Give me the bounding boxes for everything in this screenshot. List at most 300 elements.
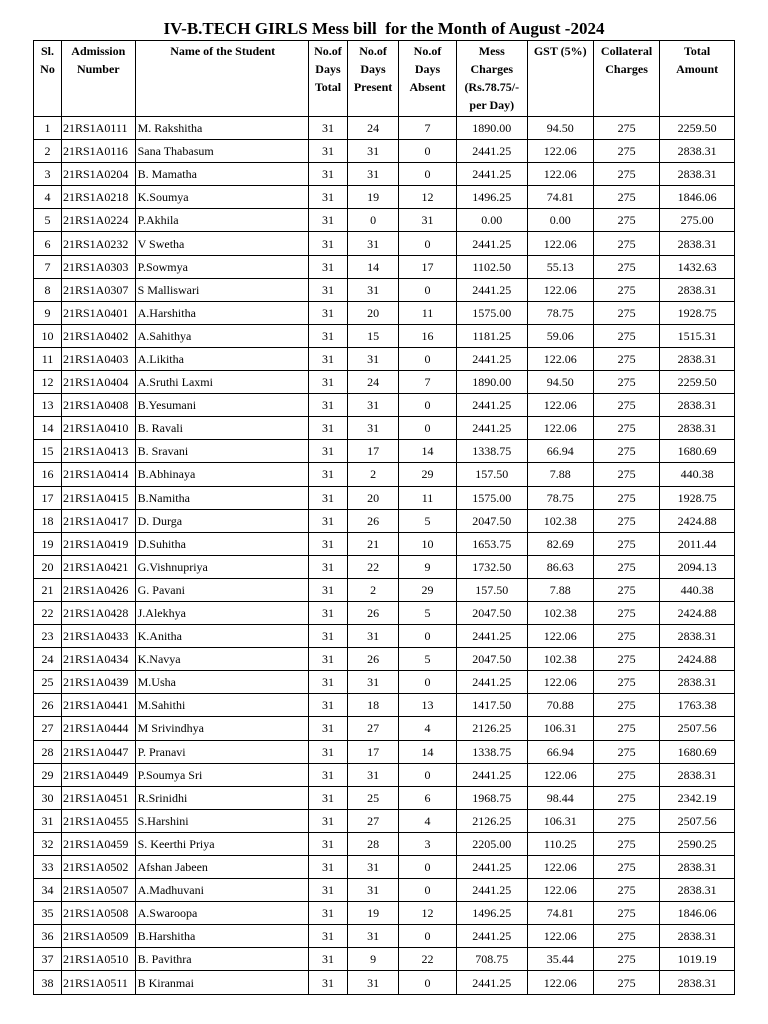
cell-mess-charges: 157.50	[457, 463, 528, 486]
cell-collateral-charges: 275	[593, 301, 659, 324]
table-row	[34, 648, 735, 671]
cell-days-total: 31	[308, 809, 347, 832]
table-row	[34, 232, 735, 255]
cell-collateral-charges: 275	[593, 971, 659, 994]
header-gst: GST (5%)	[527, 41, 593, 117]
cell-days-total: 31	[308, 347, 347, 370]
cell-admission-number: 21RS1A0455	[61, 809, 135, 832]
cell-student-name: K.Anitha	[135, 625, 308, 648]
cell-collateral-charges: 275	[593, 324, 659, 347]
cell-mess-charges: 1653.75	[457, 532, 528, 555]
cell-collateral-charges: 275	[593, 902, 659, 925]
cell-admission-number: 21RS1A0401	[61, 301, 135, 324]
cell-collateral-charges: 275	[593, 186, 659, 209]
cell-total-amount: 2507.56	[660, 717, 735, 740]
cell-total-amount: 2838.31	[660, 347, 735, 370]
cell-sl-no: 25	[34, 671, 62, 694]
header-sl-no: Sl. No	[34, 41, 62, 117]
table-body	[34, 117, 735, 995]
header-student-name: Name of the Student	[135, 41, 308, 117]
cell-days-total: 31	[308, 301, 347, 324]
cell-sl-no: 22	[34, 601, 62, 624]
table-header	[34, 41, 735, 117]
cell-student-name: D. Durga	[135, 509, 308, 532]
cell-mess-charges: 2441.25	[457, 232, 528, 255]
cell-sl-no: 17	[34, 486, 62, 509]
cell-total-amount: 2342.19	[660, 786, 735, 809]
cell-admission-number: 21RS1A0508	[61, 902, 135, 925]
cell-student-name: R.Srinidhi	[135, 786, 308, 809]
cell-sl-no: 13	[34, 394, 62, 417]
cell-student-name: B.Harshitha	[135, 925, 308, 948]
cell-admission-number: 21RS1A0502	[61, 856, 135, 879]
cell-collateral-charges: 275	[593, 232, 659, 255]
cell-gst: 122.06	[527, 394, 593, 417]
cell-days-present: 20	[348, 301, 399, 324]
cell-days-absent: 7	[398, 371, 456, 394]
cell-admission-number: 21RS1A0451	[61, 786, 135, 809]
cell-student-name: B. Sravani	[135, 440, 308, 463]
cell-days-total: 31	[308, 163, 347, 186]
cell-days-present: 26	[348, 509, 399, 532]
cell-collateral-charges: 275	[593, 140, 659, 163]
cell-total-amount: 2838.31	[660, 625, 735, 648]
cell-admission-number: 21RS1A0507	[61, 879, 135, 902]
cell-total-amount: 2838.31	[660, 925, 735, 948]
cell-total-amount: 2424.88	[660, 509, 735, 532]
cell-gst: 78.75	[527, 301, 593, 324]
cell-collateral-charges: 275	[593, 948, 659, 971]
cell-days-present: 31	[348, 879, 399, 902]
cell-sl-no: 18	[34, 509, 62, 532]
cell-admission-number: 21RS1A0218	[61, 186, 135, 209]
cell-gst: 122.06	[527, 278, 593, 301]
table-row	[34, 347, 735, 370]
cell-student-name: P.Akhila	[135, 209, 308, 232]
cell-student-name: S Malliswari	[135, 278, 308, 301]
cell-days-present: 17	[348, 440, 399, 463]
cell-days-present: 31	[348, 856, 399, 879]
cell-student-name: D.Suhitha	[135, 532, 308, 555]
cell-days-present: 27	[348, 809, 399, 832]
cell-mess-charges: 2047.50	[457, 509, 528, 532]
cell-gst: 122.06	[527, 140, 593, 163]
table-row	[34, 278, 735, 301]
cell-days-absent: 7	[398, 117, 456, 140]
cell-days-present: 31	[348, 417, 399, 440]
cell-sl-no: 7	[34, 255, 62, 278]
table-row	[34, 671, 735, 694]
cell-days-total: 31	[308, 740, 347, 763]
cell-sl-no: 36	[34, 925, 62, 948]
cell-days-absent: 0	[398, 879, 456, 902]
table-row	[34, 209, 735, 232]
cell-days-present: 31	[348, 971, 399, 994]
cell-total-amount: 1515.31	[660, 324, 735, 347]
cell-mess-charges: 2441.25	[457, 671, 528, 694]
cell-days-present: 24	[348, 371, 399, 394]
cell-days-absent: 0	[398, 763, 456, 786]
cell-total-amount: 440.38	[660, 463, 735, 486]
cell-gst: 7.88	[527, 463, 593, 486]
cell-sl-no: 1	[34, 117, 62, 140]
cell-student-name: A.Sruthi Laxmi	[135, 371, 308, 394]
page-title: IV-B.TECH GIRLS Mess bill for the Month of August -2024	[163, 19, 605, 38]
cell-student-name: K.Soumya	[135, 186, 308, 209]
cell-student-name: B. Mamatha	[135, 163, 308, 186]
cell-days-absent: 0	[398, 625, 456, 648]
cell-student-name: B.Yesumani	[135, 394, 308, 417]
header-row	[34, 41, 735, 117]
cell-collateral-charges: 275	[593, 740, 659, 763]
cell-days-present: 19	[348, 186, 399, 209]
cell-mess-charges: 2441.25	[457, 394, 528, 417]
cell-days-total: 31	[308, 371, 347, 394]
cell-total-amount: 1019.19	[660, 948, 735, 971]
cell-days-absent: 12	[398, 902, 456, 925]
cell-total-amount: 2424.88	[660, 601, 735, 624]
cell-days-total: 31	[308, 486, 347, 509]
cell-mess-charges: 2441.25	[457, 347, 528, 370]
cell-collateral-charges: 275	[593, 440, 659, 463]
cell-days-total: 31	[308, 140, 347, 163]
cell-sl-no: 9	[34, 301, 62, 324]
cell-gst: 102.38	[527, 509, 593, 532]
cell-mess-charges: 1417.50	[457, 694, 528, 717]
cell-total-amount: 2838.31	[660, 417, 735, 440]
cell-collateral-charges: 275	[593, 163, 659, 186]
cell-sl-no: 29	[34, 763, 62, 786]
cell-student-name: A.Harshitha	[135, 301, 308, 324]
cell-days-absent: 0	[398, 856, 456, 879]
cell-days-absent: 0	[398, 232, 456, 255]
cell-sl-no: 15	[34, 440, 62, 463]
cell-days-absent: 0	[398, 140, 456, 163]
cell-days-total: 31	[308, 902, 347, 925]
cell-days-total: 31	[308, 417, 347, 440]
cell-student-name: G. Pavani	[135, 578, 308, 601]
cell-admission-number: 21RS1A0402	[61, 324, 135, 347]
cell-total-amount: 275.00	[660, 209, 735, 232]
cell-gst: 122.06	[527, 163, 593, 186]
cell-admission-number: 21RS1A0224	[61, 209, 135, 232]
cell-mess-charges: 1496.25	[457, 902, 528, 925]
cell-mess-charges: 1890.00	[457, 117, 528, 140]
cell-days-absent: 0	[398, 163, 456, 186]
cell-sl-no: 5	[34, 209, 62, 232]
cell-sl-no: 34	[34, 879, 62, 902]
cell-days-present: 24	[348, 117, 399, 140]
cell-days-present: 31	[348, 925, 399, 948]
cell-total-amount: 2838.31	[660, 856, 735, 879]
cell-collateral-charges: 275	[593, 255, 659, 278]
cell-days-absent: 31	[398, 209, 456, 232]
cell-days-absent: 14	[398, 740, 456, 763]
cell-days-present: 31	[348, 625, 399, 648]
cell-mess-charges: 0.00	[457, 209, 528, 232]
cell-student-name: J.Alekhya	[135, 601, 308, 624]
cell-gst: 122.06	[527, 925, 593, 948]
cell-sl-no: 6	[34, 232, 62, 255]
cell-total-amount: 440.38	[660, 578, 735, 601]
cell-collateral-charges: 275	[593, 601, 659, 624]
cell-collateral-charges: 275	[593, 555, 659, 578]
cell-days-absent: 6	[398, 786, 456, 809]
cell-days-total: 31	[308, 232, 347, 255]
cell-days-present: 22	[348, 555, 399, 578]
cell-sl-no: 21	[34, 578, 62, 601]
cell-collateral-charges: 275	[593, 786, 659, 809]
cell-sl-no: 3	[34, 163, 62, 186]
cell-mess-charges: 2126.25	[457, 717, 528, 740]
table-row	[34, 140, 735, 163]
cell-gst: 102.38	[527, 648, 593, 671]
cell-days-present: 21	[348, 532, 399, 555]
cell-gst: 94.50	[527, 371, 593, 394]
cell-admission-number: 21RS1A0434	[61, 648, 135, 671]
cell-admission-number: 21RS1A0459	[61, 832, 135, 855]
cell-collateral-charges: 275	[593, 278, 659, 301]
cell-days-present: 31	[348, 763, 399, 786]
cell-total-amount: 2838.31	[660, 763, 735, 786]
cell-mess-charges: 1732.50	[457, 555, 528, 578]
cell-collateral-charges: 275	[593, 371, 659, 394]
table-row	[34, 717, 735, 740]
cell-days-total: 31	[308, 925, 347, 948]
table-row	[34, 856, 735, 879]
cell-total-amount: 1432.63	[660, 255, 735, 278]
cell-mess-charges: 2047.50	[457, 648, 528, 671]
table-row	[34, 879, 735, 902]
cell-total-amount: 2259.50	[660, 117, 735, 140]
cell-days-total: 31	[308, 971, 347, 994]
table-row	[34, 394, 735, 417]
cell-sl-no: 31	[34, 809, 62, 832]
cell-days-absent: 0	[398, 671, 456, 694]
cell-mess-charges: 2126.25	[457, 809, 528, 832]
cell-gst: 122.06	[527, 671, 593, 694]
cell-admission-number: 21RS1A0449	[61, 763, 135, 786]
cell-days-present: 31	[348, 394, 399, 417]
cell-collateral-charges: 275	[593, 486, 659, 509]
cell-student-name: S.Harshini	[135, 809, 308, 832]
cell-sl-no: 19	[34, 532, 62, 555]
table-row	[34, 117, 735, 140]
cell-student-name: Afshan Jabeen	[135, 856, 308, 879]
cell-days-present: 14	[348, 255, 399, 278]
cell-admission-number: 21RS1A0444	[61, 717, 135, 740]
cell-admission-number: 21RS1A0509	[61, 925, 135, 948]
cell-student-name: V Swetha	[135, 232, 308, 255]
cell-admission-number: 21RS1A0510	[61, 948, 135, 971]
cell-days-total: 31	[308, 278, 347, 301]
cell-sl-no: 11	[34, 347, 62, 370]
cell-mess-charges: 1102.50	[457, 255, 528, 278]
cell-collateral-charges: 275	[593, 717, 659, 740]
cell-student-name: M.Sahithi	[135, 694, 308, 717]
header-days-total: No.of Days Total	[308, 41, 347, 117]
cell-days-absent: 5	[398, 601, 456, 624]
cell-days-total: 31	[308, 209, 347, 232]
cell-student-name: A.Madhuvani	[135, 879, 308, 902]
cell-collateral-charges: 275	[593, 532, 659, 555]
cell-days-absent: 5	[398, 648, 456, 671]
header-days-present: No.of Days Present	[348, 41, 399, 117]
table-row	[34, 186, 735, 209]
cell-admission-number: 21RS1A0303	[61, 255, 135, 278]
cell-student-name: B. Pavithra	[135, 948, 308, 971]
cell-days-absent: 14	[398, 440, 456, 463]
cell-collateral-charges: 275	[593, 763, 659, 786]
cell-days-present: 31	[348, 671, 399, 694]
cell-days-absent: 11	[398, 301, 456, 324]
cell-total-amount: 1846.06	[660, 902, 735, 925]
cell-sl-no: 33	[34, 856, 62, 879]
cell-gst: 94.50	[527, 117, 593, 140]
cell-mess-charges: 1575.00	[457, 301, 528, 324]
cell-collateral-charges: 275	[593, 856, 659, 879]
cell-gst: 98.44	[527, 786, 593, 809]
cell-days-present: 27	[348, 717, 399, 740]
cell-gst: 110.25	[527, 832, 593, 855]
cell-days-total: 31	[308, 671, 347, 694]
cell-mess-charges: 2441.25	[457, 140, 528, 163]
cell-gst: 122.06	[527, 625, 593, 648]
cell-admission-number: 21RS1A0433	[61, 625, 135, 648]
cell-gst: 102.38	[527, 601, 593, 624]
cell-days-total: 31	[308, 394, 347, 417]
cell-days-present: 0	[348, 209, 399, 232]
cell-collateral-charges: 275	[593, 925, 659, 948]
cell-days-absent: 0	[398, 394, 456, 417]
table-row	[34, 255, 735, 278]
cell-mess-charges: 2441.25	[457, 856, 528, 879]
cell-gst: 82.69	[527, 532, 593, 555]
cell-collateral-charges: 275	[593, 625, 659, 648]
cell-admission-number: 21RS1A0428	[61, 601, 135, 624]
cell-days-absent: 9	[398, 555, 456, 578]
cell-sl-no: 37	[34, 948, 62, 971]
cell-days-present: 2	[348, 578, 399, 601]
cell-mess-charges: 1968.75	[457, 786, 528, 809]
cell-collateral-charges: 275	[593, 809, 659, 832]
cell-collateral-charges: 275	[593, 509, 659, 532]
cell-days-total: 31	[308, 463, 347, 486]
cell-days-total: 31	[308, 948, 347, 971]
cell-total-amount: 1928.75	[660, 301, 735, 324]
cell-admission-number: 21RS1A0447	[61, 740, 135, 763]
cell-collateral-charges: 275	[593, 832, 659, 855]
table-row	[34, 971, 735, 994]
table-row	[34, 694, 735, 717]
cell-admission-number: 21RS1A0426	[61, 578, 135, 601]
cell-mess-charges: 1496.25	[457, 186, 528, 209]
cell-total-amount: 2838.31	[660, 879, 735, 902]
cell-admission-number: 21RS1A0441	[61, 694, 135, 717]
table-row	[34, 463, 735, 486]
cell-days-present: 20	[348, 486, 399, 509]
cell-mess-charges: 1890.00	[457, 371, 528, 394]
cell-student-name: M Srivindhya	[135, 717, 308, 740]
cell-mess-charges: 2441.25	[457, 763, 528, 786]
cell-sl-no: 30	[34, 786, 62, 809]
cell-days-present: 28	[348, 832, 399, 855]
cell-days-total: 31	[308, 509, 347, 532]
cell-days-total: 31	[308, 625, 347, 648]
cell-days-absent: 5	[398, 509, 456, 532]
table-row	[34, 925, 735, 948]
cell-sl-no: 12	[34, 371, 62, 394]
cell-gst: 106.31	[527, 809, 593, 832]
cell-student-name: A.Sahithya	[135, 324, 308, 347]
cell-days-total: 31	[308, 763, 347, 786]
cell-days-absent: 4	[398, 809, 456, 832]
cell-mess-charges: 1181.25	[457, 324, 528, 347]
cell-days-total: 31	[308, 832, 347, 855]
cell-student-name: A.Likitha	[135, 347, 308, 370]
cell-days-total: 31	[308, 578, 347, 601]
cell-total-amount: 2838.31	[660, 971, 735, 994]
cell-days-absent: 3	[398, 832, 456, 855]
cell-total-amount: 2838.31	[660, 163, 735, 186]
cell-days-total: 31	[308, 879, 347, 902]
cell-student-name: K.Navya	[135, 648, 308, 671]
cell-total-amount: 2590.25	[660, 832, 735, 855]
cell-admission-number: 21RS1A0116	[61, 140, 135, 163]
cell-days-present: 9	[348, 948, 399, 971]
cell-admission-number: 21RS1A0403	[61, 347, 135, 370]
cell-days-absent: 0	[398, 925, 456, 948]
cell-total-amount: 1928.75	[660, 486, 735, 509]
cell-total-amount: 1846.06	[660, 186, 735, 209]
cell-days-absent: 4	[398, 717, 456, 740]
cell-days-present: 31	[348, 278, 399, 301]
cell-gst: 70.88	[527, 694, 593, 717]
cell-days-total: 31	[308, 786, 347, 809]
cell-days-total: 31	[308, 186, 347, 209]
cell-student-name: P. Pranavi	[135, 740, 308, 763]
header-days-absent: No.of Days Absent	[398, 41, 456, 117]
cell-days-total: 31	[308, 440, 347, 463]
cell-sl-no: 27	[34, 717, 62, 740]
table-row	[34, 786, 735, 809]
table-row	[34, 902, 735, 925]
cell-collateral-charges: 275	[593, 117, 659, 140]
cell-days-present: 15	[348, 324, 399, 347]
cell-collateral-charges: 275	[593, 417, 659, 440]
cell-gst: 86.63	[527, 555, 593, 578]
table-row	[34, 301, 735, 324]
cell-admission-number: 21RS1A0404	[61, 371, 135, 394]
cell-days-absent: 10	[398, 532, 456, 555]
cell-total-amount: 1763.38	[660, 694, 735, 717]
cell-total-amount: 1680.69	[660, 440, 735, 463]
cell-gst: 66.94	[527, 740, 593, 763]
table-row	[34, 809, 735, 832]
cell-collateral-charges: 275	[593, 671, 659, 694]
table-row	[34, 555, 735, 578]
cell-days-present: 31	[348, 232, 399, 255]
cell-admission-number: 21RS1A0511	[61, 971, 135, 994]
cell-days-present: 26	[348, 648, 399, 671]
cell-days-absent: 16	[398, 324, 456, 347]
table-row	[34, 371, 735, 394]
cell-total-amount: 2259.50	[660, 371, 735, 394]
cell-mess-charges: 2441.25	[457, 971, 528, 994]
cell-gst: 122.06	[527, 417, 593, 440]
cell-days-present: 17	[348, 740, 399, 763]
cell-mess-charges: 2441.25	[457, 625, 528, 648]
